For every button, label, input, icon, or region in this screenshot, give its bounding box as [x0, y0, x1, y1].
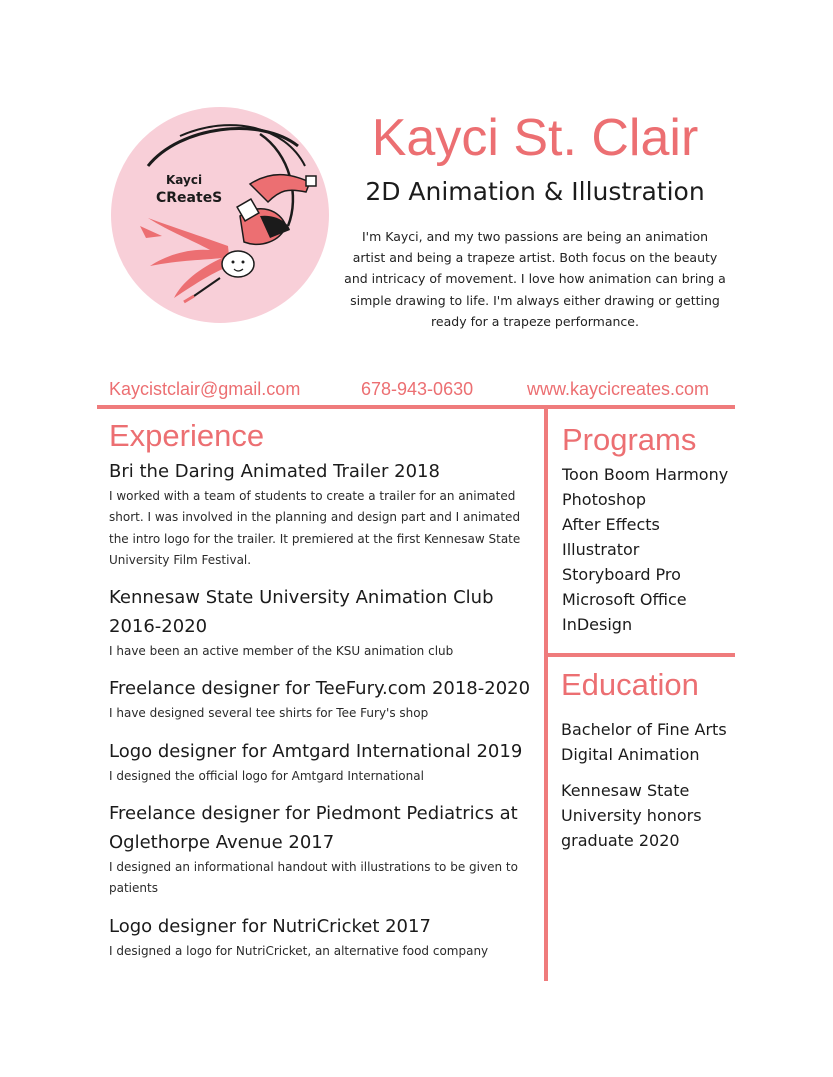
- horizontal-divider: [97, 405, 735, 409]
- contact-website[interactable]: www.kaycicreates.com: [527, 379, 710, 399]
- person-name: Kayci St. Clair: [371, 109, 699, 167]
- programs-heading: Programs: [562, 422, 697, 457]
- experience-item: [109, 912, 534, 962]
- bio-paragraph: I'm Kayci, and my two passions are being an animation artist and being a trapeze artist. Both focus on the beauty and intricacy of movement. I love how animation can bring a simple drawing to life. I'm always either drawing or getting ready for a trapeze performance.: [344, 229, 726, 329]
- program-item: Microsoft Office: [562, 590, 687, 609]
- education-line: Bachelor of Fine Arts: [561, 720, 727, 739]
- education-heading: Education: [561, 667, 699, 702]
- program-item: After Effects: [562, 515, 660, 534]
- program-item: InDesign: [562, 615, 633, 634]
- experience-description: I designed an informational handout with illustrations to be given to patients: [109, 860, 518, 896]
- experience-description: I designed a logo for NutriCricket, an alternative food company: [109, 943, 489, 958]
- logo-text-line2: CReateS: [156, 190, 223, 206]
- experience-list: [109, 457, 534, 974]
- experience-title: Kennesaw State University Animation Club 2016-2020: [109, 587, 494, 638]
- education-list: [561, 717, 731, 864]
- experience-item: [109, 583, 534, 662]
- experience-title: Freelance designer for TeeFury.com 2018-2020: [109, 678, 531, 700]
- experience-item: [109, 737, 534, 787]
- experience-description: I have been an active member of the KSU animation club: [109, 644, 454, 659]
- education-line: graduate 2020: [561, 831, 680, 850]
- education-line: Kennesaw State: [561, 781, 690, 800]
- program-item: Illustrator: [562, 540, 640, 559]
- programs-list: [562, 462, 728, 637]
- logo-text-line1: Kayci: [166, 173, 203, 187]
- education-line: Digital Animation: [561, 745, 700, 764]
- experience-title: Logo designer for Amtgard International 2019: [109, 740, 523, 762]
- vertical-divider: [544, 409, 548, 981]
- education-line: University honors: [561, 806, 702, 825]
- program-item: Photoshop: [562, 490, 647, 509]
- education-entry: [561, 778, 731, 853]
- trapeze-artist-illustration-icon: [110, 106, 330, 324]
- education-entry: [561, 717, 731, 767]
- kayci-creates-logo: [110, 106, 330, 324]
- contact-email[interactable]: Kaycistclair@gmail.com: [109, 379, 301, 399]
- experience-item: [109, 457, 534, 571]
- experience-title: Logo designer for NutriCricket 2017: [109, 915, 431, 937]
- experience-heading: Experience: [109, 418, 265, 453]
- experience-description: I designed the official logo for Amtgard International: [109, 768, 424, 783]
- experience-description: I have designed several tee shirts for Tee Fury's shop: [109, 706, 429, 721]
- sidebar-divider: [548, 653, 735, 657]
- program-item: Toon Boom Harmony: [562, 465, 729, 484]
- contact-phone[interactable]: 678-943-0630: [361, 379, 474, 399]
- experience-title: Freelance designer for Piedmont Pediatrics at Oglethorpe Avenue 2017: [109, 803, 518, 854]
- experience-item: [109, 674, 534, 724]
- experience-item: [109, 799, 534, 900]
- job-subtitle: 2D Animation & Illustration: [365, 177, 705, 206]
- experience-title: Bri the Daring Animated Trailer 2018: [109, 461, 440, 482]
- experience-description: I worked with a team of students to create a trailer for an animated short. I was involved in the planning and design part and I animated the intro logo for the trailer. It premiered at the first Kennesaw State University Film Festival.: [109, 489, 521, 567]
- program-item: Storyboard Pro: [562, 565, 681, 584]
